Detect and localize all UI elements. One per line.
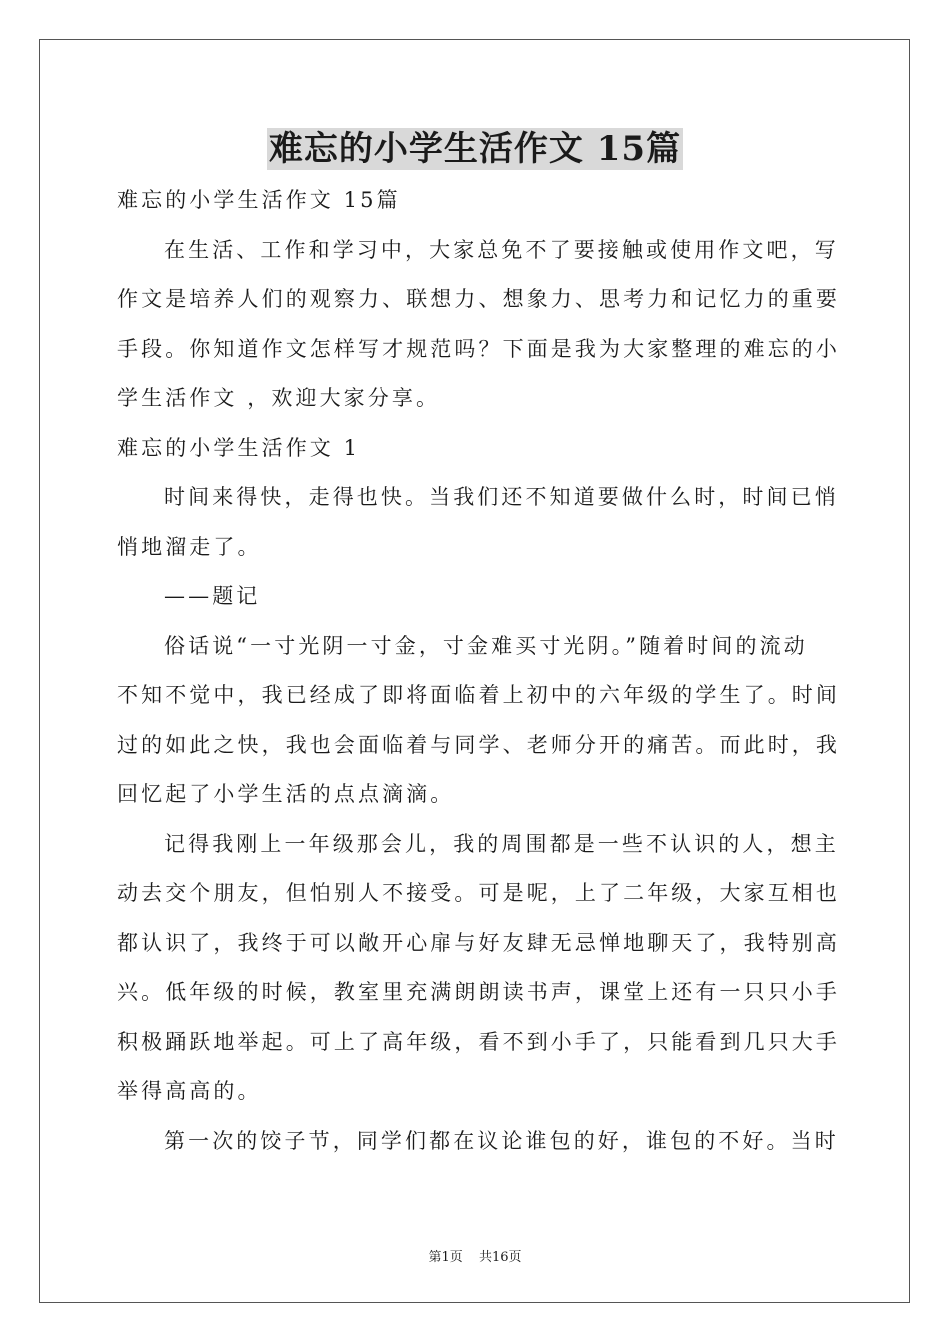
- paragraph-line: 回忆起了小学生活的点点滴滴。: [117, 782, 455, 806]
- paragraph-4: [117, 1117, 839, 1167]
- page-footer: [0, 1246, 950, 1265]
- paragraph-line: 在生活、工作和学习中，大家总免不了要接触或使用作文吧，写: [164, 237, 839, 262]
- document-title: [0, 128, 950, 170]
- paragraph-line: 悄地溜走了。: [117, 534, 262, 559]
- paragraph-line: 举得高高的。: [117, 1079, 262, 1103]
- paragraph-line: 不知不觉中，我已经成了即将面临着上初中的六年级的学生了。时间: [117, 683, 840, 707]
- paragraph-line: 学生活作文 ，欢迎大家分享。: [117, 386, 441, 410]
- paragraph-3: [117, 820, 840, 1117]
- paragraph-line: 都认识了，我终于可以敞开心扉与好友肆无忌惮地聊天了，我特别高: [117, 930, 840, 955]
- paragraph-line: 积极踊跃地举起。可上了高年级，看不到小手了，只能看到几只大手: [117, 1029, 840, 1054]
- paragraph-line: 过的如此之快，我也会面临着与同学、老师分开的痛苦。而此时，我: [117, 732, 840, 757]
- paragraph-line: 手段。你知道作文怎样写才规范吗？下面是我为大家整理的难忘的小: [117, 336, 840, 361]
- paragraph-line: 俗话说“一寸光阴一寸金，寸金难买寸光阴。”随着时间的流动: [164, 633, 808, 658]
- paragraph-line: 第一次的饺子节，同学们都在议论谁包的好，谁包的不好。当时: [164, 1128, 839, 1153]
- intro-paragraph: [117, 226, 840, 424]
- paragraph-line: 兴。低年级的时候，教室里充满朗朗读书声，课堂上还有一只只小手: [117, 980, 840, 1004]
- epigraph: ——题记: [164, 584, 261, 608]
- document-title-text: 难忘的小学生活作文 15篇: [268, 129, 682, 169]
- total-pages: 共16页: [478, 1250, 522, 1265]
- subtitle: 难忘的小学生活作文 15篇: [117, 188, 401, 212]
- paragraph-2: [117, 622, 840, 820]
- paragraph-1: [117, 473, 839, 572]
- paragraph-line: 时间来得快，走得也快。当我们还不知道要做什么时，时间已悄: [164, 485, 839, 509]
- page-number: 第1页: [428, 1250, 463, 1265]
- paragraph-line: 作文是培养人们的观察力、联想力、想象力、思考力和记忆力的重要: [117, 287, 840, 311]
- paragraph-line: 动去交个朋友，但怕别人不接受。可是呢，上了二年级，大家互相也: [117, 881, 840, 905]
- section-heading: 难忘的小学生活作文 1: [117, 435, 361, 460]
- document-body: [117, 176, 840, 1166]
- paragraph-line: 记得我刚上一年级那会儿，我的周围都是一些不认识的人，想主: [164, 831, 839, 856]
